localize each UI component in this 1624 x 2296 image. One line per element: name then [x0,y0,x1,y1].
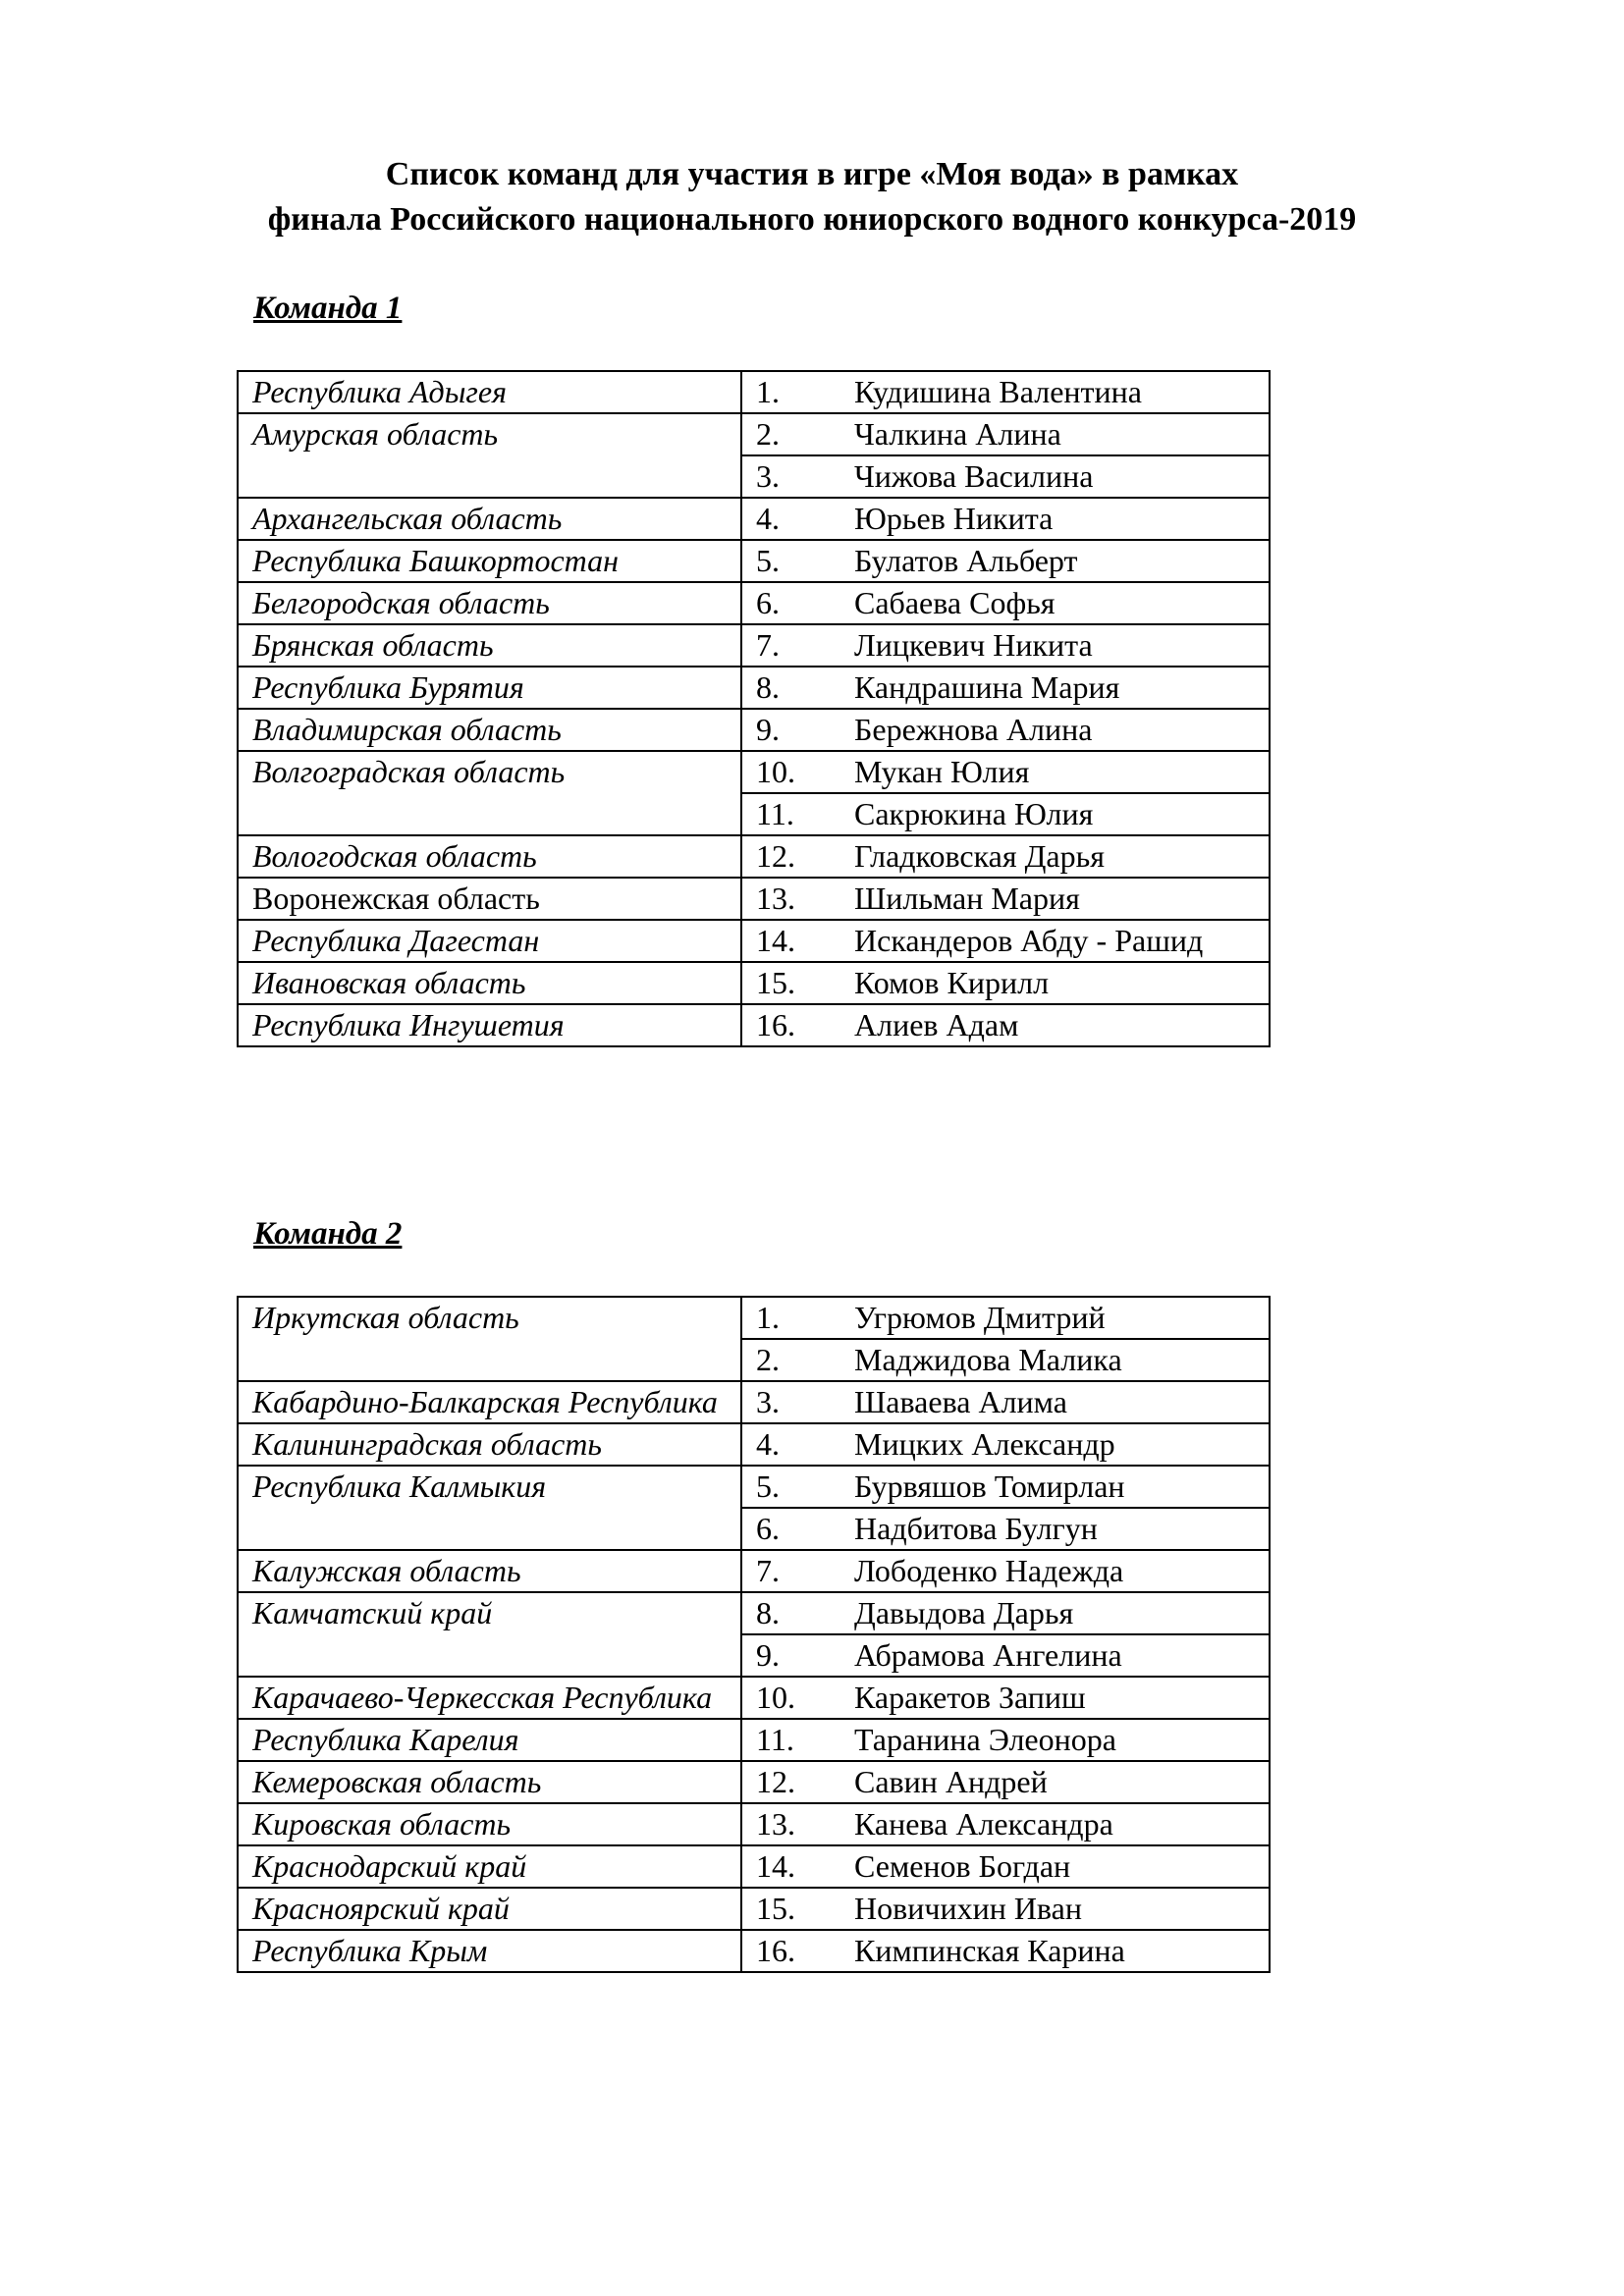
region-cell: Республика Карелия [238,1719,741,1761]
region-cell: Калужская область [238,1550,741,1592]
member-cell [741,1004,1270,1046]
member-name: Семенов Богдан [854,1848,1071,1884]
member-number: 9. [756,712,780,747]
member-number: 12. [756,1764,795,1799]
member-cell [741,1339,1270,1381]
member-name: Канева Александра [854,1806,1113,1842]
region-cell: Иркутская область [238,1297,741,1381]
member-name: Шаваева Алима [854,1384,1067,1419]
member-cell [741,371,1270,413]
region-cell: Республика Дагестан [238,920,741,962]
member-number: 7. [756,627,780,663]
title-line-2: финала Российского национального юниорского водного конкурса-2019 [267,201,1357,238]
region-cell: Республика Башкортостан [238,540,741,582]
table-row [238,1930,1270,1972]
member-name: Мицких Александр [854,1426,1115,1462]
member-number: 2. [756,416,780,452]
region-cell: Камчатский край [238,1592,741,1677]
member-number: 5. [756,543,780,578]
member-number: 6. [756,585,780,620]
member-number: 9. [756,1637,780,1673]
region-cell: Вологодская область [238,835,741,878]
table-row [238,1888,1270,1930]
member-cell [741,1550,1270,1592]
member-number: 4. [756,501,780,536]
table-row [238,1466,1270,1508]
table-row [238,1423,1270,1466]
member-cell [741,667,1270,709]
member-cell [741,962,1270,1004]
member-number: 13. [756,1806,795,1842]
member-name: Лицкевич Никита [854,627,1093,663]
member-cell [741,1761,1270,1803]
member-cell [741,455,1270,498]
region-cell: Калининградская область [238,1423,741,1466]
region-cell: Республика Калмыкия [238,1466,741,1550]
member-number: 10. [756,754,795,789]
table-row [238,1004,1270,1046]
member-cell [741,540,1270,582]
member-number: 6. [756,1511,780,1546]
region-cell: Волгоградская область [238,751,741,835]
member-cell [741,1719,1270,1761]
member-name: Новичихин Иван [854,1891,1082,1926]
region-cell: Республика Крым [238,1930,741,1972]
member-cell [741,624,1270,667]
member-name: Мукан Юлия [854,754,1030,789]
member-number: 3. [756,1384,780,1419]
team-2-heading: Команда 2 [253,1216,403,1252]
region-cell: Республика Адыгея [238,371,741,413]
member-number: 11. [756,796,794,831]
table-row [238,1803,1270,1845]
member-number: 11. [756,1722,794,1757]
member-name: Лободенко Надежда [854,1553,1124,1588]
region-cell: Ивановская область [238,962,741,1004]
member-number: 2. [756,1342,780,1377]
member-number: 15. [756,1891,795,1926]
member-number: 7. [756,1553,780,1588]
member-name: Шильман Мария [854,881,1080,916]
member-name: Сакрюкина Юлия [854,796,1094,831]
table-row [238,498,1270,540]
member-name: Каракетов Запиш [854,1680,1086,1715]
member-number: 8. [756,669,780,705]
region-cell: Архангельская область [238,498,741,540]
member-cell [741,1592,1270,1634]
table-row [238,1845,1270,1888]
member-name: Надбитова Булгун [854,1511,1098,1546]
member-cell [741,751,1270,793]
member-name: Абрамова Ангелина [854,1637,1122,1673]
region-cell: Республика Ингушетия [238,1004,741,1046]
region-cell: Кабардино-Балкарская Республика [238,1381,741,1423]
table-row [238,878,1270,920]
member-cell [741,498,1270,540]
member-number: 1. [756,374,780,409]
member-number: 15. [756,965,795,1000]
table-row [238,1297,1270,1339]
document-title [0,152,1624,242]
table-row [238,1761,1270,1803]
member-cell [741,1930,1270,1972]
member-cell [741,920,1270,962]
member-name: Кандрашина Мария [854,669,1120,705]
member-cell [741,878,1270,920]
table-row [238,371,1270,413]
member-name: Кудишина Валентина [854,374,1142,409]
region-cell: Карачаево-Черкесская Республика [238,1677,741,1719]
region-cell: Краснодарский край [238,1845,741,1888]
member-cell [741,1297,1270,1339]
member-cell [741,582,1270,624]
title-line-1: Список команд для участия в игре «Моя вода» в рамках [385,156,1239,192]
member-number: 16. [756,1933,795,1968]
table-row [238,709,1270,751]
member-cell [741,1634,1270,1677]
table-row [238,751,1270,793]
region-cell: Красноярский край [238,1888,741,1930]
region-cell: Кировская область [238,1803,741,1845]
member-name: Кимпинская Карина [854,1933,1125,1968]
member-cell [741,835,1270,878]
member-number: 14. [756,923,795,958]
team-1-table [237,370,1271,1047]
table-row [238,1677,1270,1719]
member-name: Бурвяшов Томирлан [854,1468,1125,1504]
member-cell [741,1508,1270,1550]
member-cell [741,1466,1270,1508]
table-row [238,413,1270,455]
member-number: 10. [756,1680,795,1715]
member-number: 13. [756,881,795,916]
member-name: Чижова Василина [854,458,1094,494]
team-1-heading: Команда 1 [253,291,403,326]
member-name: Давыдова Дарья [854,1595,1074,1630]
table-row [238,1381,1270,1423]
member-name: Бережнова Алина [854,712,1093,747]
member-name: Гладковская Дарья [854,838,1105,874]
table-row [238,1719,1270,1761]
member-number: 12. [756,838,795,874]
table-row [238,835,1270,878]
member-name: Савин Андрей [854,1764,1048,1799]
table-row [238,624,1270,667]
region-cell: Брянская область [238,624,741,667]
team-2-table [237,1296,1271,1973]
member-cell [741,1888,1270,1930]
member-name: Угрюмов Дмитрий [854,1300,1106,1335]
table-row [238,962,1270,1004]
member-cell [741,1423,1270,1466]
region-cell: Кемеровская область [238,1761,741,1803]
member-number: 4. [756,1426,780,1462]
member-name: Таранина Элеонора [854,1722,1116,1757]
member-number: 3. [756,458,780,494]
region-cell: Владимирская область [238,709,741,751]
table-row [238,667,1270,709]
table-row [238,1592,1270,1634]
member-name: Чалкина Алина [854,416,1061,452]
region-cell: Белгородская область [238,582,741,624]
region-cell: Республика Бурятия [238,667,741,709]
member-number: 14. [756,1848,795,1884]
table-row [238,582,1270,624]
table-row [238,540,1270,582]
region-cell: Воронежская область [238,878,741,920]
member-name: Булатов Альберт [854,543,1078,578]
member-name: Сабаева Софья [854,585,1056,620]
member-cell [741,1381,1270,1423]
member-number: 8. [756,1595,780,1630]
member-name: Алиев Адам [854,1007,1019,1042]
member-name: Юрьев Никита [854,501,1054,536]
member-cell [741,413,1270,455]
member-cell [741,793,1270,835]
member-cell [741,1803,1270,1845]
member-cell [741,1845,1270,1888]
member-number: 5. [756,1468,780,1504]
table-row [238,920,1270,962]
member-cell [741,1677,1270,1719]
member-number: 16. [756,1007,795,1042]
member-number: 1. [756,1300,780,1335]
member-name: Маджидова Малика [854,1342,1122,1377]
table-row [238,1550,1270,1592]
member-name: Комов Кирилл [854,965,1050,1000]
member-name: Искандеров Абду - Рашид [854,923,1204,958]
member-cell [741,709,1270,751]
region-cell: Амурская область [238,413,741,498]
